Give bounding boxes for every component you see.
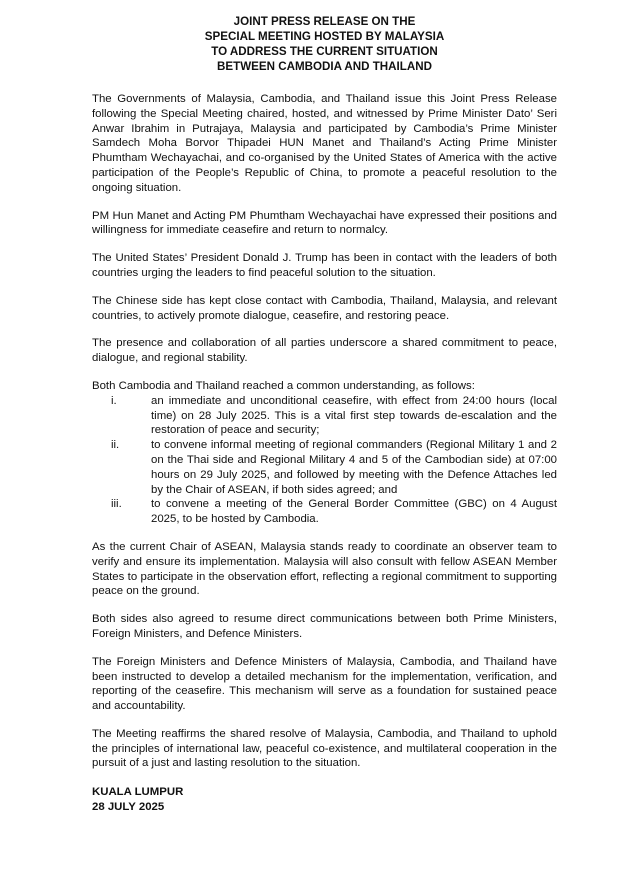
signoff-place: KUALA LUMPUR <box>92 786 184 799</box>
title-line: JOINT PRESS RELEASE ON THE <box>233 15 416 28</box>
paragraph-reaffirmation: The Meeting reaffirms the shared resolve of Malaysia, Cambodia, and Thailand to uphold the principles of international law, peaceful co-existence, and multilateral cooperation in the pursuit of a just and lasting resolution to the situation. <box>92 727 557 770</box>
paragraph-intro: The Governments of Malaysia, Cambodia, and Thailand issue this Joint Press Release following the Special Meeting chaired, hosted, and witnessed by Prime Minister Dato’ Seri Anwar Ibrahim in Putrajaya, Malaysia and participated by Cambodia’s Prime Minister Samdech Moha Borvor Thipadei HUN Manet and Thailand’s Acting Prime Minister Phumtham Wechayachai, and co-organised by the United States of America with the active participation of the People’s Republic of China, to promote a peaceful resolution to the ongoing situation. <box>92 93 557 194</box>
paragraph-china-contact: The Chinese side has kept close contact with Cambodia, Thailand, Malaysia, and relevant countries, to actively promote dialogue, ceasefire, and restoring peace. <box>92 294 557 322</box>
list-item-text: to convene a meeting of the General Border Committee (GBC) on 4 August 2025, to be hosted by Cambodia. <box>151 498 557 526</box>
list-item <box>92 438 557 497</box>
list-item-text: to convene informal meeting of regional commanders (Regional Military 1 and 2 on the Thai side and Regional Military 4 and 5 of the Cambodian side) at 07:00 hours on 29 July 2025, and followed by meeting with the Defence Attaches led by the Chair of ASEAN, if both sides agreed; and <box>151 439 557 496</box>
paragraph-direct-communications: Both sides also agreed to resume direct communications between both Prime Ministers, Foreign Ministers, and Defence Ministers. <box>92 613 557 640</box>
list-item-number: ii. <box>111 439 120 452</box>
paragraph-us-contact: The United States’ President Donald J. Trump has been in contact with the leaders of both countries urging the leaders to find peaceful solution to the situation. <box>92 252 557 279</box>
title-line: BETWEEN CAMBODIA AND THAILAND <box>217 60 432 73</box>
paragraph-mechanism: The Foreign Ministers and Defence Ministers of Malaysia, Cambodia, and Thailand have been instructed to develop a detailed mechanism for the implementation, verification, and reporting of the ceasefire. This mechanism will serve as a foundation for sustained peace and accountability. <box>92 655 557 713</box>
list-item <box>92 497 557 527</box>
title-line: TO ADDRESS THE CURRENT SITUATION <box>211 45 438 58</box>
list-item <box>92 394 557 438</box>
paragraph-leaders-positions: PM Hun Manet and Acting PM Phumtham Wechayachai have expressed their positions and willingness for immediate ceasefire and return to normalcy. <box>92 209 557 237</box>
common-understanding <box>92 379 557 527</box>
list-item-number: iii. <box>111 498 122 511</box>
paragraph-asean-observers: As the current Chair of ASEAN, Malaysia stands ready to coordinate an observer team to verify and ensure its implementation. Malaysia will also consult with fellow ASEAN Member States to participate in the observation effort, reflecting a regional commitment to supporting peace on the ground. <box>92 540 557 598</box>
list-item-text: an immediate and unconditional ceasefire, with effect from 24:00 hours (local time) on 28 July 2025. This is a vital first step towards de-escalation and the restoration of peace and security; <box>151 394 557 437</box>
list-item-number: i. <box>111 394 117 407</box>
signoff <box>92 785 557 815</box>
document-title <box>92 14 557 74</box>
signoff-date: 28 JULY 2025 <box>92 801 165 814</box>
common-understanding-intro: Both Cambodia and Thailand reached a common understanding, as follows: <box>92 379 475 392</box>
paragraph-shared-commitment: The presence and collaboration of all parties underscore a shared commitment to peace, dialogue, and regional stability. <box>92 337 557 365</box>
title-line: SPECIAL MEETING HOSTED BY MALAYSIA <box>204 30 445 43</box>
